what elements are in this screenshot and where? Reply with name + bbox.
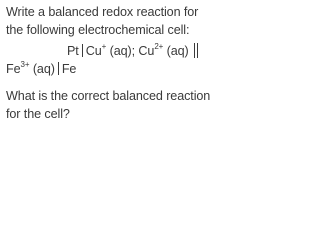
cell-notation-line-1 [6, 42, 196, 60]
cell-notation-line-2 [6, 60, 196, 78]
species-cu: Cu [85, 44, 102, 58]
species-fe3-charge: 3+ [20, 59, 30, 69]
species-fe3: Fe [6, 62, 21, 76]
species-cu2-charge: 2+ [154, 41, 164, 51]
species-fe3-phase: (aq) [32, 62, 55, 76]
salt-bridge-icon [194, 43, 198, 58]
question-document [0, 0, 211, 144]
species-cu2: Cu [138, 44, 155, 58]
phase-boundary-icon [82, 44, 83, 57]
prompt-line-1: What is the correct balanced reaction [6, 89, 211, 103]
species-cu-phase: (aq); [109, 44, 135, 58]
anode-electrode: Pt [67, 44, 79, 58]
prompt-line-2: for the cell? [6, 107, 70, 121]
intro-line-2: the following electrochemical cell: [6, 23, 190, 37]
phase-boundary-icon [58, 62, 59, 75]
cathode-electrode: Fe [61, 62, 77, 76]
species-cu2-phase: (aq) [166, 44, 189, 58]
intro-line-1: Write a balanced redox reaction for [6, 5, 199, 19]
species-cu-charge: + [101, 41, 107, 51]
